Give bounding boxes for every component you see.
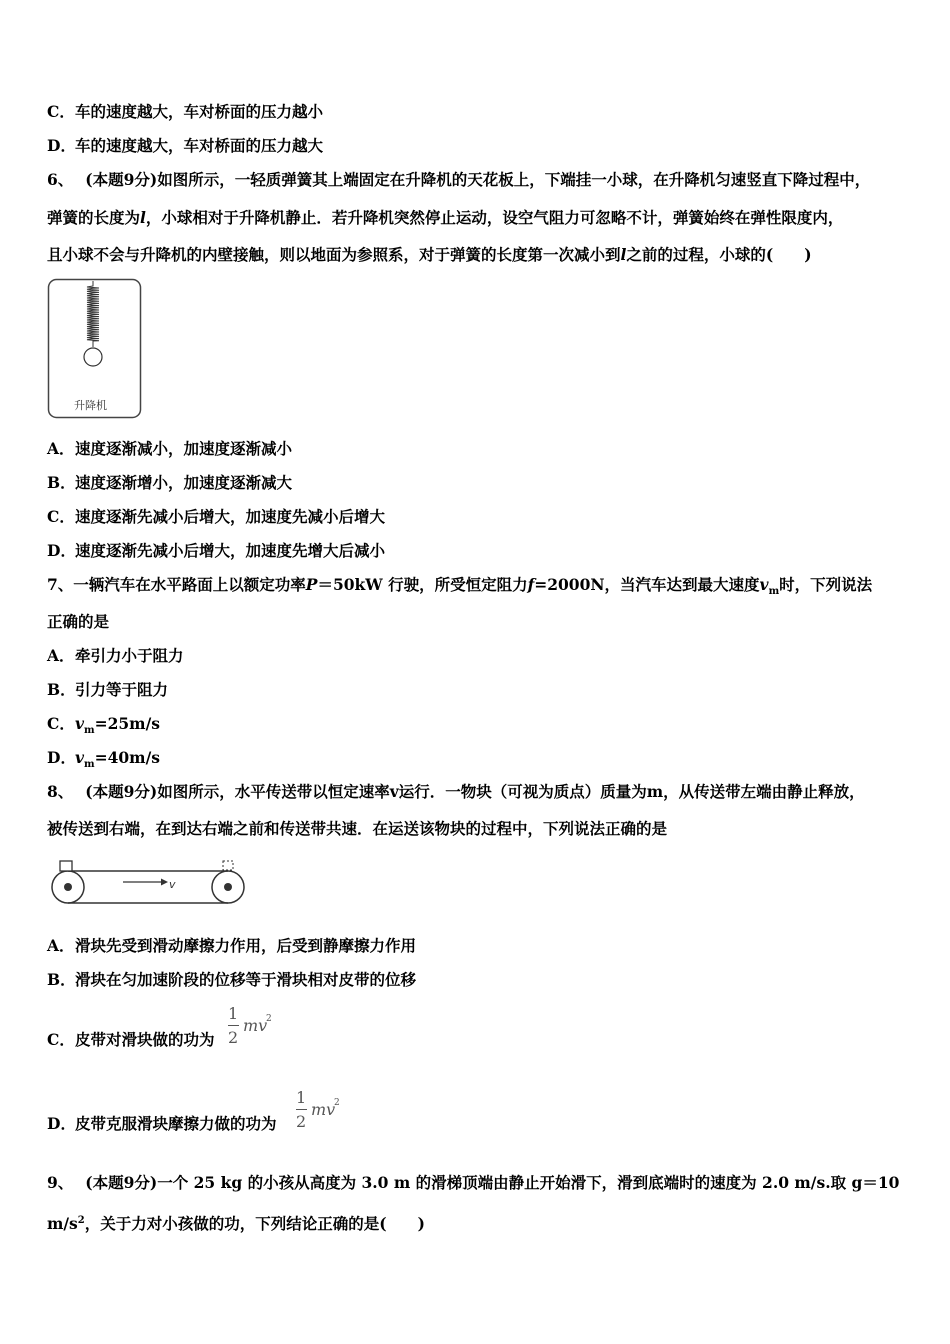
conveyor-figure — [47, 856, 249, 908]
q6-option-b: B．速度逐渐增小，加速度逐渐减大 — [47, 473, 293, 492]
q7-stem-line1: 7、一辆汽车在水平路面上以额定功率P＝50kW 行驶，所受恒定阻力f=2000N，当汽车达到最大速度$v_m$时，下列说法 — [47, 575, 873, 598]
velocity-label: v — [169, 878, 176, 891]
q5-option-c: C．车的速度越大，车对桥面的压力越小 — [47, 102, 324, 121]
q6-option-d: D．速度逐渐先减小后增大，加速度先增大后减小 — [47, 541, 386, 560]
arrow-right-icon — [161, 879, 168, 886]
elevator-figure — [47, 278, 143, 420]
q9-stem-line2: $m/s^2$，关于力对小孩做的功，下列结论正确的是( ) — [47, 1214, 425, 1234]
q8-option-c-formula: 1 2 mv 2 — [228, 1004, 272, 1047]
ball-shape — [84, 348, 102, 366]
q9-stem-line1: 9、 (本题9分)一个 25 kg 的小孩从高度为 3.0 m 的滑梯顶端由静止开始滑下，滑到底端时的速度为 2.0 m/s.取 g＝10 — [47, 1173, 900, 1192]
block-ghost-shape — [223, 861, 233, 870]
q7-option-d: D．$v_m=40m/s$ — [47, 748, 160, 771]
q8-stem-line1: 8、 (本题9分)如图所示，水平传送带以恒定速率v运行．一物块（可视为质点）质量为m，从传送带左端由静止释放， — [47, 782, 865, 801]
q8-option-d: D．皮带克服滑块摩擦力做的功为 — [47, 1114, 277, 1133]
q6-stem-line2: 弹簧的长度为l，小球相对于升降机静止．若升降机突然停止运动，设空气阻力可忽略不计，弹簧始终在弹性限度内， — [47, 208, 844, 227]
q8-option-c: C．皮带对滑块做的功为 — [47, 1030, 215, 1049]
q8-stem-line2: 被传送到右端，在到达右端之前和传送带共速．在运送该物块的过程中，下列说法正确的是 — [47, 819, 668, 838]
q7-option-c: C．$v_m=25m/s$ — [47, 714, 160, 737]
block-shape — [60, 861, 72, 871]
q6-stem-line3: 且小球不会与升降机的内壁接触，则以地面为参照系，对于弹簧的长度第一次减小到l之前的过程，小球的( ) — [47, 245, 812, 264]
q8-option-a: A．滑块先受到滑动摩擦力作用，后受到静摩擦力作用 — [47, 936, 417, 955]
q7-stem-line2: 正确的是 — [47, 612, 110, 631]
q8-option-b: B．滑块在匀加速阶段的位移等于滑块相对皮带的位移 — [47, 970, 417, 989]
q6-option-c: C．速度逐渐先减小后增大，加速度先减小后增大 — [47, 507, 386, 526]
q6-option-a: A．速度逐渐减小，加速度逐渐减小 — [47, 439, 293, 458]
q6-stem-line1: 6、 (本题9分)如图所示，一轻质弹簧其上端固定在升降机的天花板上，下端挂一小球，在升降机匀速竖直下降过程中， — [47, 170, 871, 189]
elevator-label: 升降机 — [74, 399, 107, 412]
q7-option-a: A．牵引力小于阻力 — [47, 646, 184, 665]
q5-option-d: D．车的速度越大，车对桥面的压力越大 — [47, 136, 324, 155]
q7-option-b: B．引力等于阻力 — [47, 680, 169, 699]
q8-option-d-formula: 1 2 mv 2 — [296, 1088, 340, 1131]
